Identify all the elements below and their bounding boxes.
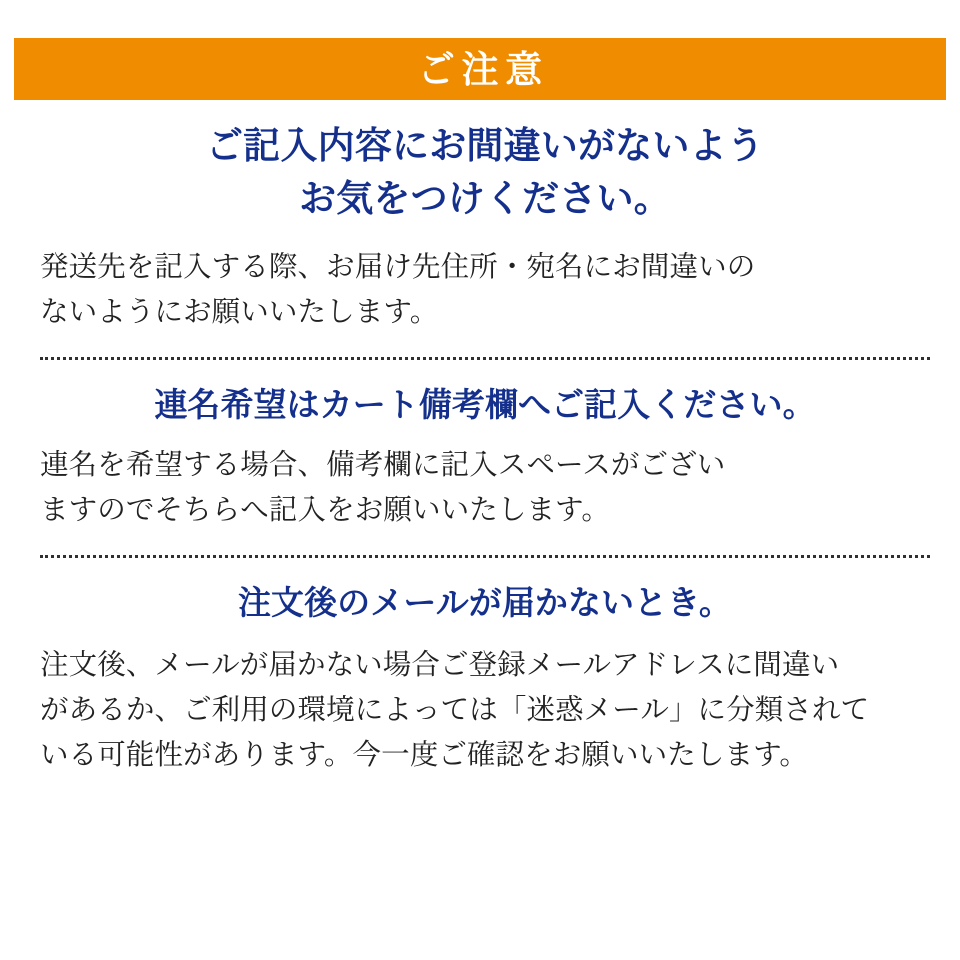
divider: [40, 555, 930, 558]
body-line: ないようにお願いいたします。: [40, 296, 439, 329]
body-line: ますのでそちらへ記入をお願いいたします。: [40, 494, 611, 526]
section-mail-not-received: [40, 582, 930, 778]
headline-line: ご記入内容にお間違いがないよう: [206, 125, 764, 166]
body-line: 注文後、メールが届かない場合ご登録メールアドレスに間違い: [40, 648, 840, 681]
section-mail-not-received-body: [40, 643, 930, 778]
section-joint-name-title: 連名希望はカート備考欄へご記入ください。: [154, 386, 816, 424]
section-address-check-headline: [40, 120, 930, 225]
divider: [40, 357, 930, 360]
notice-banner: [14, 38, 946, 100]
section-joint-name-body: [40, 443, 930, 533]
section-joint-name: [40, 384, 930, 533]
body-line: 連名を希望する場合、備考欄に記入スペースがござい: [40, 448, 726, 481]
notice-content: [40, 118, 930, 778]
body-line: があるか、ご利用の環境によっては「迷惑メール」に分類されて: [40, 693, 870, 726]
headline-line: お気をつけください。: [299, 177, 671, 219]
body-line: いる可能性があります。今一度ご確認をお願いいたします。: [40, 738, 809, 771]
section-address-check: [40, 120, 930, 335]
notice-banner-title: ご注意: [417, 48, 549, 90]
body-line: 発送先を記入する際、お届け先住所・宛名にお間違いの: [40, 251, 756, 284]
section-address-check-body: [40, 245, 930, 335]
section-mail-not-received-title: 注文後のメールが届かないとき。: [237, 584, 732, 622]
